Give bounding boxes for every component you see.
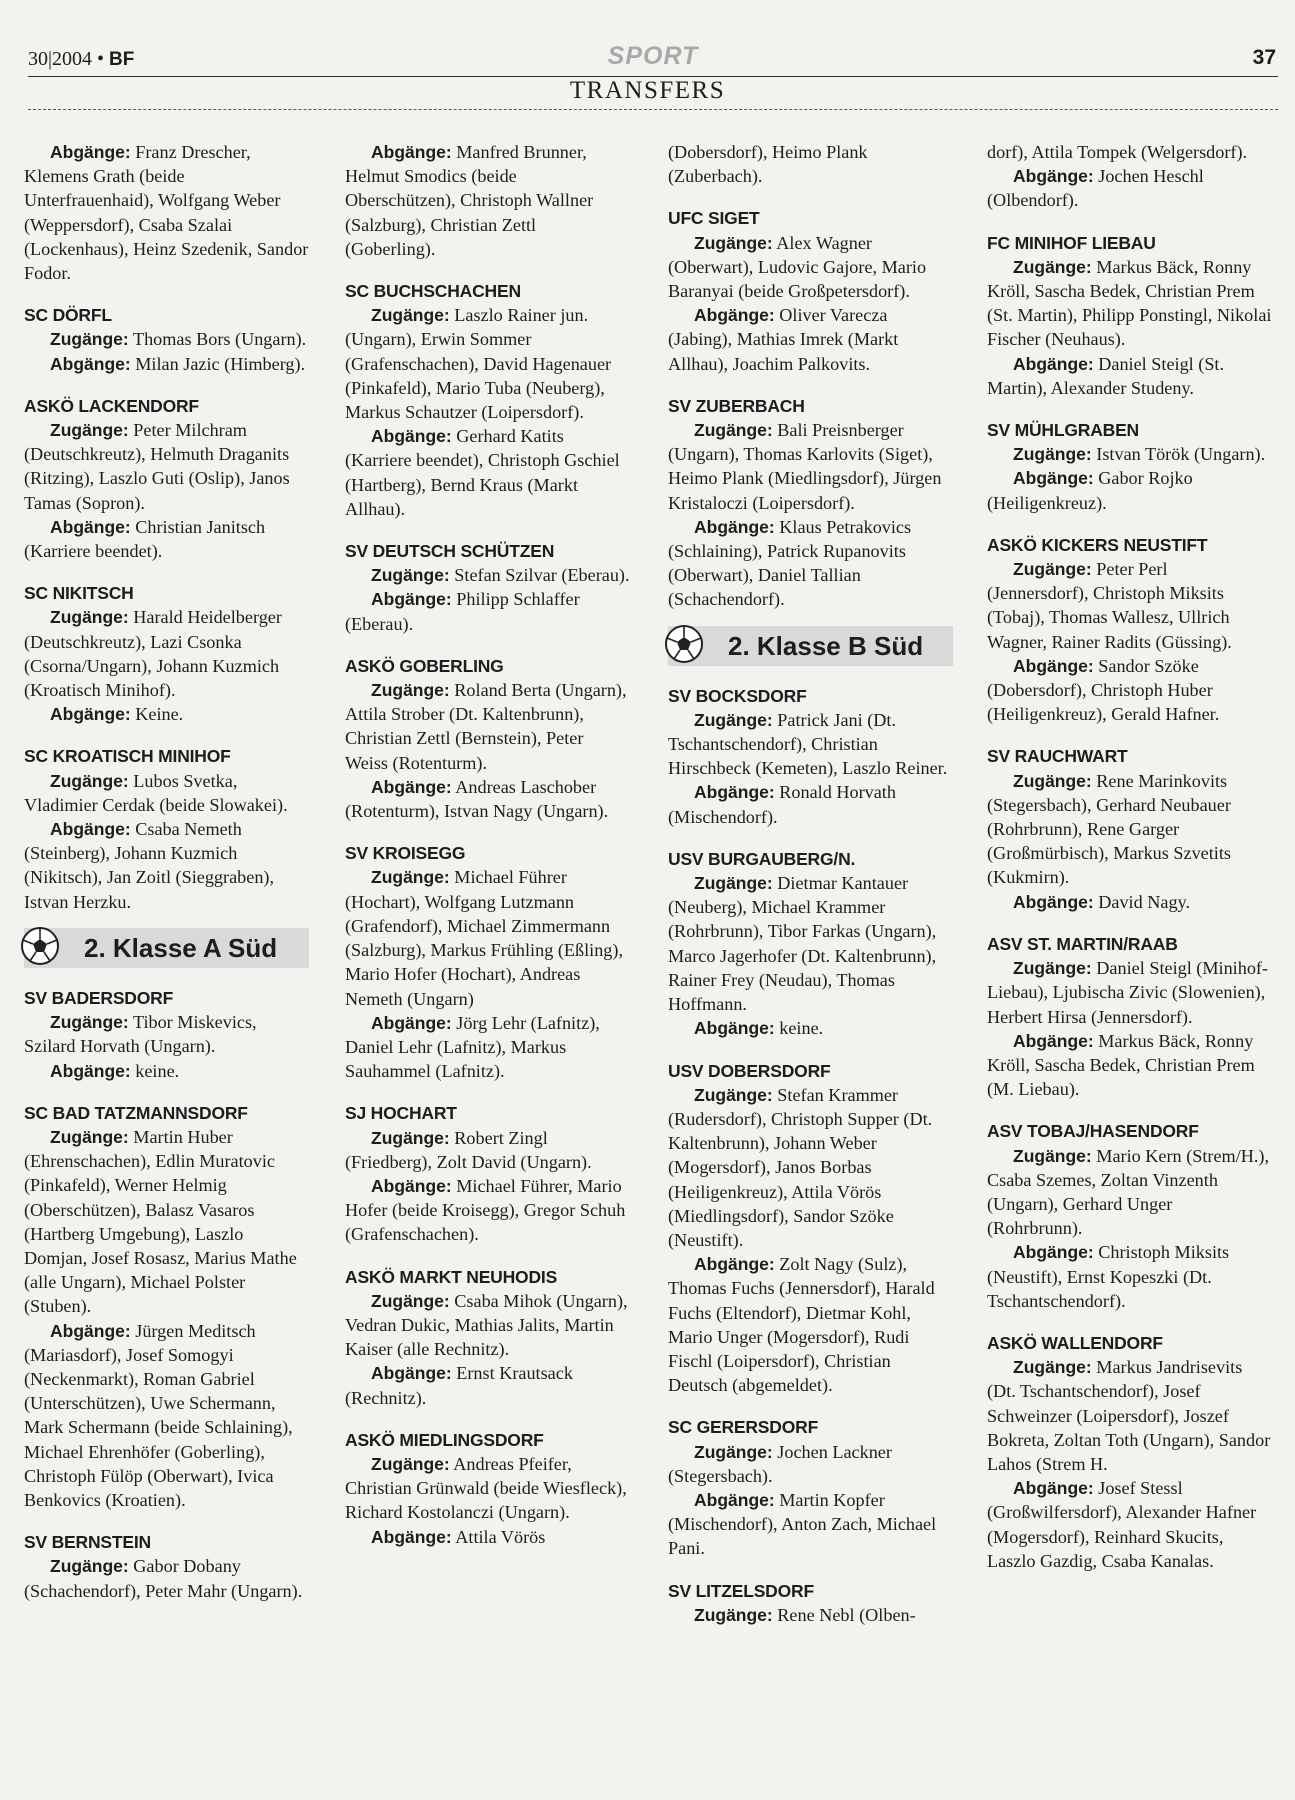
transfer-text: Bali Preisnberger (Ungarn), Thomas Karlovits (Siget), Heimo Plank (Miedlingsdorf), Jürgen Kristaloczi (Loipersdorf). [668,420,942,513]
club-heading: ASV ST. MARTIN/RAAB [987,933,1178,954]
transfer-entry [24,1125,309,1319]
transfer-text: Andreas Pfeifer, Christian Grünwald (beide Wiesfleck), Richard Kostolanczi (Ungarn). [345,1453,627,1523]
transfer-entry [987,654,1272,727]
club-heading: ASKÖ MIEDLINGSDORF [345,1429,544,1450]
section-name: SPORT [607,42,699,70]
club-heading: SV DEUTSCH SCHÜTZEN [345,541,555,562]
issue-number: 30|2004 • [28,48,105,70]
outgoing-label: Abgänge: [50,1060,131,1081]
club-heading: SC BAD TATZMANNSDORF [24,1102,248,1123]
outgoing-label: Abgänge: [1013,353,1094,374]
outgoing-label: Abgänge: [694,1018,775,1039]
transfer-entry [24,515,309,563]
transfer-text: Dietmar Kantauer (Neuberg), Michael Krammer (Rohrbrunn), Tibor Farkas (Ungarn), Marco Jagerhofer (Dt. Kaltenbrunn), Rainer Frey (Neudau), Thomas Hoffmann. [668,873,937,1015]
outgoing-label: Abgänge: [1013,1030,1094,1051]
transfer-entry [668,1488,953,1561]
incoming-label: Zugänge: [371,1127,450,1148]
transfer-text: Tibor Miskevics, Szilard Horvath (Ungarn). [24,1012,257,1057]
club-heading: UFC SIGET [668,208,760,229]
incoming-label: Zugänge: [1013,444,1092,465]
outgoing-label: Abgänge: [50,704,131,725]
transfer-entry [987,956,1272,1029]
transfer-text: Gabor Dobany (Schachendorf), Peter Mahr (Ungarn). [24,1556,303,1601]
club-heading: SV BERNSTEIN [24,1532,151,1553]
transfer-entry [345,1011,630,1084]
incoming-label: Zugänge: [1013,958,1092,979]
outgoing-label: Abgänge: [50,516,131,537]
text-column-3 [668,140,953,1627]
transfer-text: Keine. [135,704,184,725]
transfer-text: Jürgen Meditsch (Mariasdorf), Josef Somogyi (Neckenmarkt), Roman Gabriel (Unterschützen), Uwe Schermann, Mark Schermann (beide Schlaining), Michael Ehrenhöfer (Goberling), Christoph Fülöp (Oberwart), Ivica Benkovics (Kroatien). [24,1320,293,1510]
incoming-label: Zugänge: [694,420,773,441]
transfer-text: Klaus Petrakovics (Schlaining), Patrick Rupanovits (Oberwart), Daniel Tallian (Schachendorf). [668,516,912,610]
transfer-text: Christian Janitsch (Karriere beendet). [24,516,266,562]
transfer-entry [345,1452,630,1525]
transfer-entry [668,708,953,781]
transfer-text: Michael Führer (Hochart), Wolfgang Lutzmann (Grafendorf), Michael Zimmermann (Salzburg), Markus Frühling (Eßling), Mario Hofer (Hochart), Andreas Nemeth (Ungarn) [345,867,623,1009]
club-heading: SV ZUBERBACH [668,395,805,416]
outgoing-label: Abgänge: [371,589,452,610]
transfer-text: keine. [779,1018,824,1039]
outgoing-label: Abgänge: [694,1489,775,1510]
transfer-text: Csaba Nemeth (Steinberg), Johann Kuzmich (Nikitsch), Jan Zoitl (Sieggraben), Istvan Herzku. [24,819,275,912]
incoming-label: Zugänge: [50,770,129,791]
incoming-label: Zugänge: [1013,559,1092,580]
outgoing-label: Abgänge: [1013,1242,1094,1263]
transfer-entry [24,817,309,914]
club-heading: SV KROISEGG [345,843,466,864]
rubric-title: TRANSFERS [569,77,726,104]
outgoing-label: Abgänge: [1013,891,1094,912]
incoming-label: Zugänge: [371,680,450,701]
outgoing-label: Abgänge: [371,1012,452,1033]
transfer-entry [668,1252,953,1397]
league-section-label: 2. Klasse A Süd [84,932,278,963]
transfer-entry [345,303,630,424]
transfer-entry [24,1010,309,1058]
incoming-label: Zugänge: [50,329,129,350]
transfer-text: Rene Nebl (Olben- [777,1604,916,1625]
transfer-entry [987,1029,1272,1102]
club-heading: SC NIKITSCH [24,583,134,604]
transfer-entry [668,231,953,304]
league-section-label: 2. Klasse B Süd [728,630,924,661]
transfer-text: Michael Führer, Mario Hofer (beide Kroisegg), Gregor Schuh (Grafenschachen). [345,1175,626,1245]
transfer-text: Jörg Lehr (Lafnitz), Daniel Lehr (Lafnitz), Markus Sauhammel (Lafnitz). [345,1012,600,1082]
club-heading: SV BOCKSDORF [668,685,807,706]
outgoing-label: Abgänge: [50,819,131,840]
transfer-entry [345,563,630,587]
transfer-entry [24,327,309,351]
transfer-text: Jochen Heschl (Olbendorf). [987,166,1204,211]
club-heading: SC DÖRFL [24,305,112,326]
transfer-entry [668,140,953,188]
incoming-label: Zugänge: [694,1441,773,1462]
outgoing-label: Abgänge: [1013,166,1094,187]
outgoing-label: Abgänge: [694,782,775,803]
transfer-entry [345,678,630,775]
transfer-entry [345,140,630,261]
transfer-text: Oliver Varecza (Jabing), Mathias Imrek (Markt Allhau), Joachim Palkovits. [668,305,899,374]
magazine-name: BF [109,49,135,70]
transfer-text: Roland Berta (Ungarn), Attila Strober (Dt. Kaltenbrunn), Christian Zettl (Bernstein), Peter Weiss (Rotenturm). [345,680,627,773]
transfer-text: Zolt Nagy (Sulz), Thomas Fuchs (Jennersdorf), Harald Fuchs (Eltendorf), Dietmar Kohl, Mario Unger (Mogersdorf), Rudi Fischl (Loipersdorf), Christian Deutsch (abgemeldet). [668,1254,935,1396]
incoming-label: Zugänge: [1013,256,1092,277]
outgoing-label: Abgänge: [371,1175,452,1196]
transfer-text: keine. [135,1060,180,1081]
club-heading: ASV TOBAJ/HASENDORF [987,1121,1199,1142]
transfer-entry [987,890,1272,914]
incoming-label: Zugänge: [694,1084,773,1105]
transfer-text: David Nagy. [1098,891,1191,912]
transfer-entry [668,303,953,376]
club-heading: SV BADERSDORF [24,987,174,1008]
transfer-entry [987,352,1272,400]
transfer-text: Alex Wagner (Oberwart), Ludovic Gajore, Mario Baranyai (beide Großpetersdorf). [668,232,927,302]
transfer-entry [987,255,1272,352]
club-heading: ASKÖ LACKENDORF [24,395,199,416]
transfer-text: Peter Milchram (Deutschkreutz), Helmuth Draganits (Ritzing), Laszlo Guti (Oslip), Janos Tamas (Sopron). [24,420,290,513]
transfer-entry [345,775,630,823]
incoming-label: Zugänge: [50,1556,129,1577]
transfer-text: Daniel Steigl (Minihof-Liebau), Ljubischa Zivic (Slowenien), Herbert Hirsa (Jennersdorf). [987,958,1269,1027]
league-section-heading [668,626,953,666]
transfer-entry [345,1361,630,1409]
transfer-text: Stefan Szilvar (Eberau). [454,565,630,586]
incoming-label: Zugänge: [694,709,773,730]
transfer-text: Csaba Mihok (Ungarn), Vedran Dukic, Mathias Jalits, Martin Kaiser (alle Rechnitz). [345,1290,628,1360]
transfer-text: Mario Kern (Strem/H.), Csaba Szemes, Zoltan Vinzenth (Ungarn), Gerhard Unger (Rohrbrunn). [987,1145,1270,1239]
transfer-text: Philipp Schlaffer (Eberau). [345,589,580,634]
transfer-entry [987,466,1272,514]
transfer-text: Patrick Jani (Dt. Tschantschendorf), Christian Hirschbeck (Kemeten), Laszlo Reiner. [668,709,948,779]
transfer-entry [24,418,309,515]
transfer-text: Stefan Krammer (Rudersdorf), Christoph Supper (Dt. Kaltenbrunn), Johann Weber (Mogersdorf), Janos Borbas (Heiligenkreuz), Attila Vörös (Miedlingsdorf), Sandor Szöke (Neustift). [668,1084,933,1250]
outgoing-label: Abgänge: [371,142,452,162]
outgoing-label: Abgänge: [1013,655,1094,676]
incoming-label: Zugänge: [1013,1357,1092,1378]
transfer-entry [24,1059,309,1083]
transfer-entry [24,769,309,817]
transfer-entry [987,769,1272,890]
incoming-label: Zugänge: [371,867,450,888]
transfer-text: Milan Jazic (Himberg). [135,353,306,374]
football-icon [662,622,706,666]
transfer-text: Jochen Lackner (Stegersbach). [668,1441,892,1486]
club-heading: SV MÜHLGRABEN [987,420,1139,441]
transfer-text: Robert Zingl (Friedberg), Zolt David (Ungarn). [345,1127,592,1172]
transfer-text: Markus Bäck, Ronny Kröll, Sascha Bedek, Christian Prem (St. Martin), Philipp Ponstingl, Nikolai Fischer (Neuhaus). [987,256,1272,350]
transfer-text: Markus Bäck, Ronny Kröll, Sascha Bedek, Christian Prem (M. Liebau). [987,1030,1255,1100]
transfer-text: Gerhard Katits (Karriere beendet), Christoph Gschiel (Hartberg), Bernd Kraus (Markt Allhau). [345,426,620,519]
transfer-entry [987,1240,1272,1313]
transfer-text: Gabor Rojko (Heiligenkreuz). [987,468,1193,513]
outgoing-label: Abgänge: [50,353,131,374]
club-heading: SC KROATISCH MINIHOF [24,746,231,767]
transfer-text: Rene Marinkovits (Stegersbach), Gerhard Neubauer (Rohrbrunn), Rene Garger (Großmürbisch), Markus Szvetits (Kukmirn). [987,770,1231,888]
page-number: 37 [1252,46,1276,69]
transfer-text: Attila Vörös [455,1526,546,1547]
transfer-text: Daniel Steigl (St. Martin), Alexander Studeny. [987,353,1225,398]
transfer-text: Martin Huber (Ehrenschachen), Edlin Muratovic (Pinkafeld), Werner Helmig (Oberschützen), Balasz Vasaros (Hartberg Umgebung), Laszlo Domjan, Josef Rosasz, Marius Mathe (alle Ungarn), Michael Polster (Stuben). [24,1126,297,1317]
page-header [28,40,1278,74]
incoming-label: Zugänge: [50,1012,129,1033]
incoming-label: Zugänge: [694,232,773,253]
transfer-text: Andreas Laschober (Rotenturm), Istvan Nagy (Ungarn). [345,776,609,822]
transfer-text: Lubos Svetka, Vladimier Cerdak (beide Slowakei). [24,770,288,815]
transfer-entry [668,1440,953,1488]
outgoing-label: Abgänge: [371,1526,452,1547]
club-heading: USV BURGAUBERG/N. [668,848,856,869]
transfer-entry [987,140,1272,164]
incoming-label: Zugänge: [50,420,129,441]
transfer-entry [24,1319,309,1513]
transfer-text: Laszlo Rainer jun. (Ungarn), Erwin Sommer (Grafenschachen), David Hagenauer (Pinkafeld), Mario Tuba (Neuberg), Markus Schautzer (Loipersdorf). [345,305,612,423]
club-heading: ASKÖ KICKERS NEUSTIFT [987,534,1208,555]
transfer-text: Martin Kopfer (Mischendorf), Anton Zach, Michael Pani. [668,1489,937,1559]
text-column-1 [24,140,309,1603]
transfer-entry [345,1174,630,1247]
football-icon [18,924,62,968]
transfer-entry [345,1126,630,1174]
outgoing-label: Abgänge: [50,142,131,162]
transfer-entry [987,442,1272,466]
transfer-entry [668,871,953,1016]
text-column-2 [345,140,630,1549]
transfer-text: Sandor Szöke (Dobersdorf), Christoph Huber (Heiligenkreuz), Gerald Hafner. [987,655,1220,725]
transfer-text: Ronald Horvath (Mischendorf). [668,782,896,827]
club-heading: SV RAUCHWART [987,746,1128,767]
transfer-entry [345,1525,630,1549]
transfer-entry [24,352,309,376]
club-heading: ASKÖ GOBERLING [345,655,504,676]
transfer-entry [668,515,953,612]
incoming-label: Zugänge: [371,1290,450,1311]
transfer-text: Markus Jandrisevits (Dt. Tschantschendorf), Josef Schweinzer (Loipersdorf), Joszef Bokreta, Zoltan Toth (Ungarn), Sandor Lahos (Strem H. [987,1357,1271,1474]
transfer-entry [987,1476,1272,1573]
transfer-text: Istvan Török (Ungarn). [1096,444,1266,465]
transfer-entry [668,1083,953,1252]
transfer-entry [668,1603,953,1627]
transfer-entry [345,1289,630,1362]
transfer-text: Harald Heidelberger (Deutschkreutz), Lazi Csonka (Csorna/Ungarn), Johann Kuzmich (Kroatisch Minihof). [24,607,282,701]
transfer-entry [24,605,309,702]
incoming-label: Zugänge: [371,1453,450,1474]
club-heading: USV DOBERSDORF [668,1060,831,1081]
club-heading: ASKÖ WALLENDORF [987,1332,1163,1353]
transfer-text: Peter Perl (Jennersdorf), Christoph Miksits (Tobaj), Thomas Wallesz, Ullrich Wagner, Rainer Radits (Güssing). [987,559,1232,652]
outgoing-label: Abgänge: [371,426,452,447]
club-heading: SC BUCHSCHACHEN [345,281,521,302]
club-heading: SC GERERSDORF [668,1417,819,1438]
outgoing-label: Abgänge: [694,516,775,537]
club-heading: ASKÖ MARKT NEUHODIS [345,1266,558,1287]
club-heading: SV LITZELSDORF [668,1580,814,1601]
transfer-text: Franz Drescher, Klemens Grath (beide Unterfrauenhaid), Wolfgang Weber (Weppersdorf), Csaba Szalai (Lockenhaus), Heinz Szedenik, Sandor Fodor. [24,142,309,284]
transfer-entry [24,1554,309,1602]
transfer-text: Thomas Bors (Ungarn). [132,329,307,350]
outgoing-label: Abgänge: [50,1320,131,1341]
outgoing-label: Abgänge: [371,776,452,797]
incoming-label: Zugänge: [371,305,450,326]
transfer-entry [987,1144,1272,1241]
incoming-label: Zugänge: [694,1604,773,1625]
transfer-entry [668,780,953,828]
club-heading: FC MINIHOF LIEBAU [987,232,1156,253]
transfer-entry [987,557,1272,654]
transfer-text: Christoph Miksits (Neustift), Ernst Kopeszki (Dt. Tschantschendorf). [987,1242,1230,1311]
transfer-text: dorf), Attila Tompek (Welgersdorf). [987,142,1248,162]
outgoing-label: Abgänge: [694,305,775,326]
transfer-text: Josef Stessl (Großwilfersdorf), Alexander Hafner (Mogersdorf), Reinhard Skucits, Laszlo Gazdig, Csaba Kanalas. [987,1478,1257,1571]
transfer-text: Ernst Krautsack (Rechnitz). [345,1363,573,1408]
outgoing-label: Abgänge: [1013,1478,1094,1499]
incoming-label: Zugänge: [50,607,129,628]
league-section-heading [24,928,309,968]
transfer-entry [345,424,630,521]
incoming-label: Zugänge: [50,1126,129,1147]
transfer-text: Manfred Brunner, Helmut Smodics (beide Oberschützen), Christoph Wallner (Salzburg), Christian Zettl (Goberling). [345,142,594,259]
header-dashed-rule [28,109,1278,110]
incoming-label: Zugänge: [1013,1145,1092,1166]
transfer-entry [345,865,630,1010]
transfer-entry [668,418,953,515]
outgoing-label: Abgänge: [694,1254,775,1275]
transfer-text: (Dobersdorf), Heimo Plank (Zuberbach). [668,142,868,187]
transfer-entry [24,702,309,726]
incoming-label: Zugänge: [1013,770,1092,791]
transfer-entry [987,164,1272,212]
text-column-4 [987,140,1272,1573]
incoming-label: Zugänge: [694,873,773,894]
outgoing-label: Abgänge: [371,1363,452,1384]
incoming-label: Zugänge: [371,565,450,586]
transfer-entry [987,1355,1272,1476]
club-heading: SJ HOCHART [345,1103,457,1124]
transfer-entry [345,587,630,635]
transfer-entry [24,140,309,285]
outgoing-label: Abgänge: [1013,468,1094,489]
transfer-entry [668,1016,953,1040]
